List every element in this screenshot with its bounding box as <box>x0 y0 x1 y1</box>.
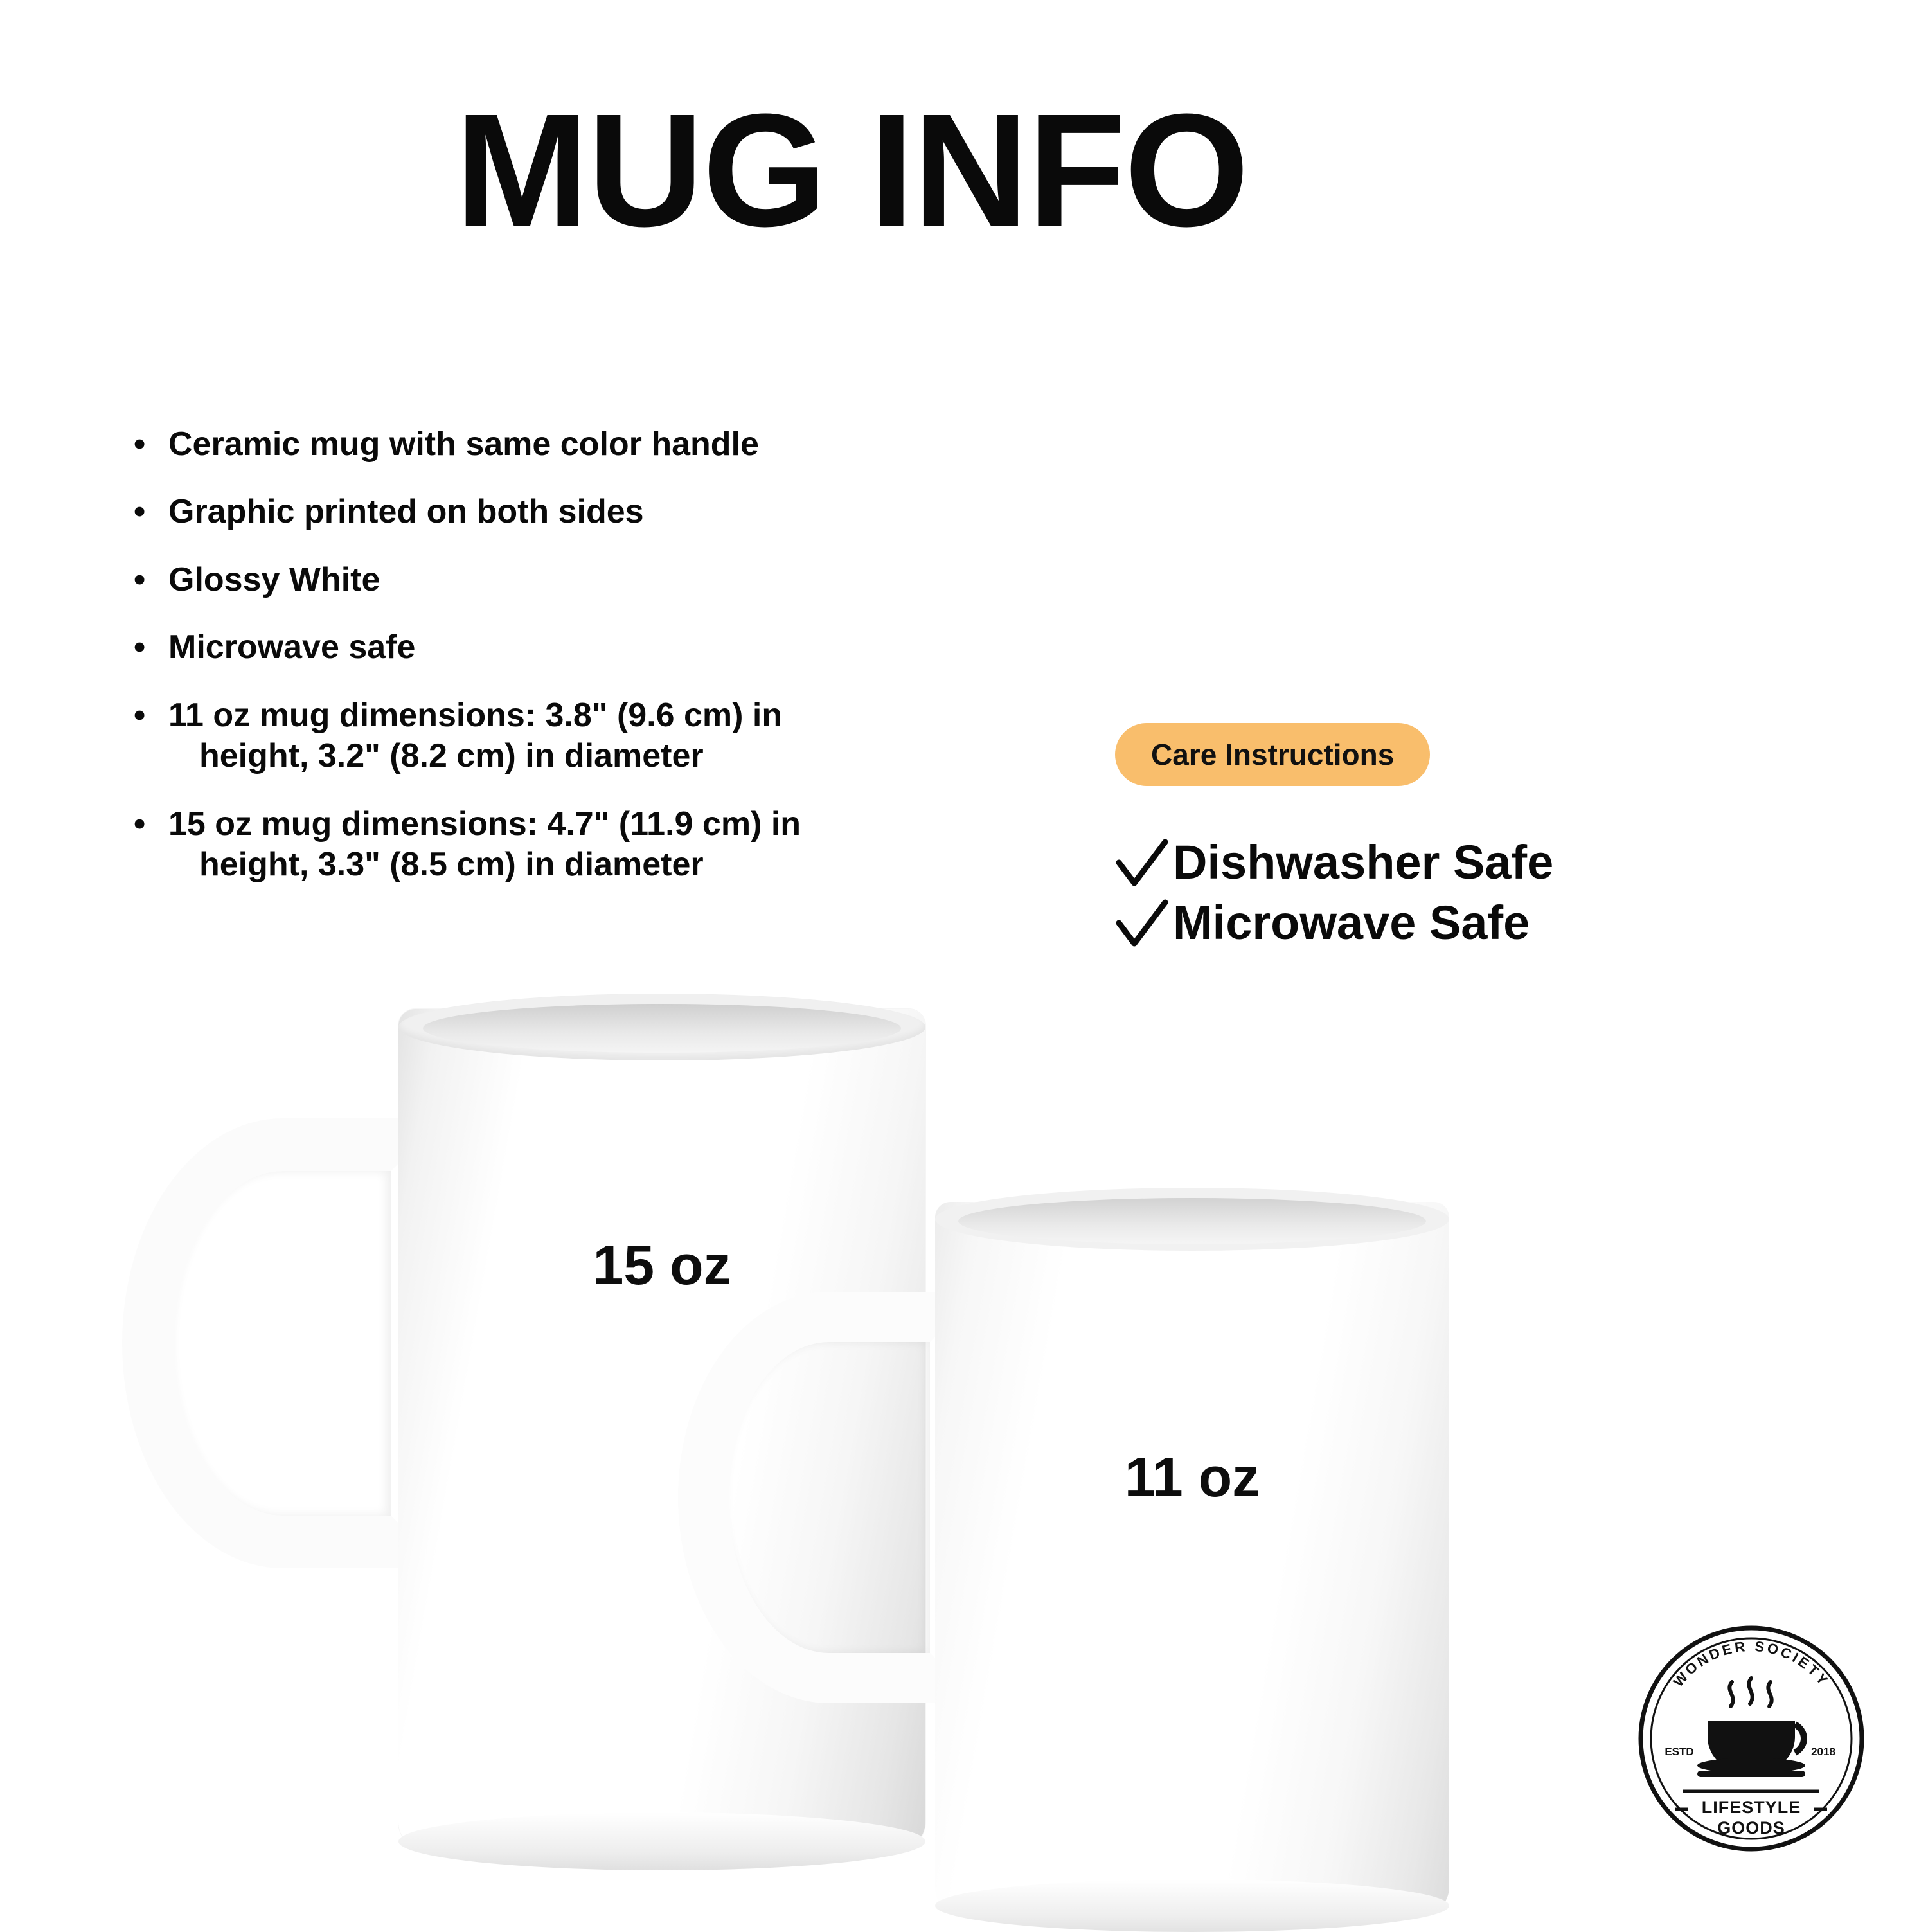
mug-interior <box>423 1004 901 1053</box>
list-item <box>122 804 1073 886</box>
bullet-icon: • <box>134 425 146 463</box>
page-title: MUG INFO <box>455 80 1248 260</box>
list-item-label-cont: height, 3.3" (8.5 cm) in diameter <box>199 846 704 884</box>
list-item-label: 11 oz mug dimensions: 3.8" (9.6 cm) in <box>168 696 783 734</box>
list-item-label: Glossy White <box>168 560 380 598</box>
care-item-label: Microwave Safe <box>1173 895 1530 949</box>
mug-size-label: 15 oz <box>593 1235 731 1296</box>
list-item <box>122 627 1073 668</box>
list-item-label: Ceramic mug with same color handle <box>168 425 759 463</box>
list-item <box>122 424 1073 465</box>
care-instructions-list <box>1115 836 1758 956</box>
mug-body <box>935 1202 1449 1915</box>
check-icon <box>1115 838 1169 892</box>
bullet-icon: • <box>134 696 146 734</box>
list-item-label: Graphic printed on both sides <box>168 493 644 531</box>
check-icon <box>1115 899 1169 953</box>
care-item-label: Dishwasher Safe <box>1173 835 1554 889</box>
care-item-dishwasher <box>1115 836 1758 890</box>
bullet-icon: • <box>134 805 146 843</box>
list-item <box>122 492 1073 532</box>
mug-handle <box>122 1118 443 1568</box>
mug-bottom <box>935 1879 1449 1932</box>
list-item-label-cont: height, 3.2" (8.2 cm) in diameter <box>199 737 704 775</box>
svg-text:LIFESTYLE: LIFESTYLE <box>1701 1798 1801 1817</box>
mug-feature-list <box>122 424 1073 913</box>
care-instructions-badge: Care Instructions <box>1115 723 1430 786</box>
list-item-label: Microwave safe <box>168 629 416 666</box>
list-item-label: 15 oz mug dimensions: 4.7" (11.9 cm) in <box>168 805 801 843</box>
svg-text:WONDER SOCIETY: WONDER SOCIETY <box>1670 1638 1833 1690</box>
svg-text:GOODS: GOODS <box>1717 1818 1785 1838</box>
mug-size-label: 11 oz <box>1124 1447 1260 1508</box>
svg-text:2018: 2018 <box>1811 1746 1835 1758</box>
bullet-icon: • <box>134 629 146 666</box>
list-item <box>122 695 1073 777</box>
bullet-icon: • <box>134 560 146 598</box>
mug-bottom <box>398 1812 925 1870</box>
mug-11oz <box>935 1202 1449 1915</box>
svg-text:ESTD: ESTD <box>1665 1746 1694 1758</box>
list-item <box>122 560 1073 600</box>
brand-logo <box>1636 1623 1867 1854</box>
mug-interior <box>958 1198 1426 1244</box>
care-item-microwave <box>1115 896 1758 950</box>
bullet-icon: • <box>134 493 146 531</box>
